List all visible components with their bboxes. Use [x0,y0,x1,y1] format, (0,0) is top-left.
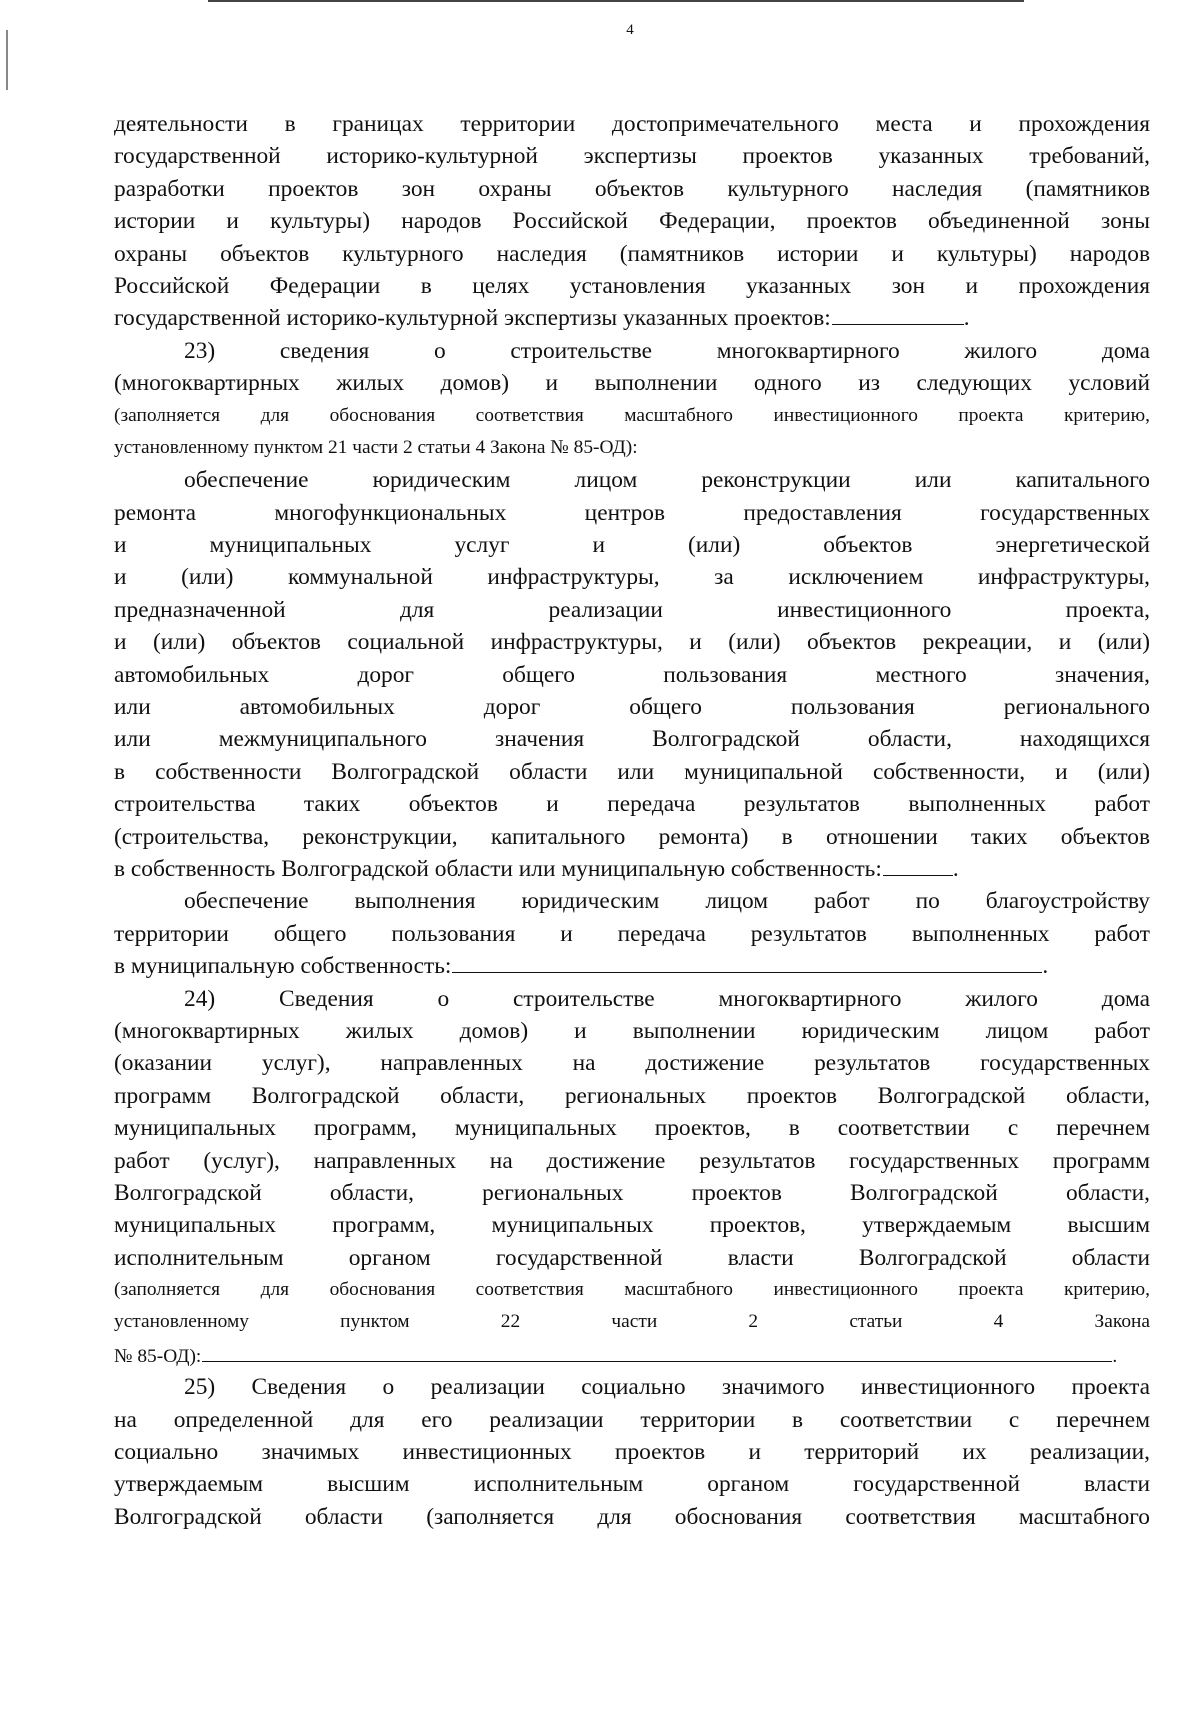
text-line [114,918,1150,950]
text-line [114,1242,1150,1274]
text-line [114,205,1150,237]
text-line-content: истории и культуры) народов Российской Федерации, проектов объединенной зоны [114,208,1150,235]
text-line [114,885,1150,917]
text-line-content: и (или) коммунальной инфраструктуры, за исключением инфраструктуры, [114,564,1150,591]
text-line-content: Российской Федерации в целях установления указанных зон и прохождения [114,272,1150,299]
text-line-content: № 85-ОД): [114,1345,202,1367]
text-line [114,302,1150,334]
text-line-content: исполнительным органом государственной власти Волгоградской области [114,1244,1150,1271]
fill-in-blank [452,950,1042,973]
text-line-content: и муниципальных услуг и (или) объектов энергетической [114,532,1150,559]
text-line-content: автомобильных дорог общего пользования местного значения, [114,661,1150,688]
text-line [114,756,1150,788]
text-line [114,1080,1150,1112]
text-line [114,659,1150,691]
text-line-content: государственной историко-культурной экспертизы проектов указанных требований, [114,143,1150,170]
text-line [114,950,1150,982]
fill-in-blank [883,853,953,876]
period: . [1112,1345,1118,1367]
text-line-content: (многоквартирных жилых домов) и выполнении одного из следующих условий [114,370,1150,397]
text-line [114,853,1150,885]
text-line [114,1112,1150,1144]
text-line [114,788,1150,820]
text-line [114,1015,1150,1047]
fill-in-blank [832,302,964,325]
text-line [114,1339,1150,1371]
top-rule [208,0,1024,2]
text-line [114,270,1150,302]
text-line-content: или автомобильных дорог общего пользования регионального [114,694,1150,721]
text-line-content: в муниципальную собственность: [114,953,452,980]
text-line-content: установленному пунктом 22 части 2 статьи 4 Закона [114,1311,1150,1333]
text-line [114,723,1150,755]
period: . [963,305,970,332]
text-line-content: 25) Сведения о реализации социально значимого инвестиционного проекта [184,1374,1150,1401]
text-line-content: предназначенной для реализации инвестиционного проекта, [114,596,1150,623]
text-line-content: социально значимых инвестиционных проектов и территорий их реализации, [114,1439,1150,1466]
text-line [114,1371,1150,1403]
text-line [114,1274,1150,1306]
text-line [114,529,1150,561]
text-line [114,1306,1150,1338]
text-line [114,108,1150,140]
text-line [114,400,1150,432]
text-line-content: работ (услуг), направленных на достижение результатов государственных программ [114,1147,1150,1174]
page-number: 4 [626,22,634,38]
text-line [114,983,1150,1015]
text-line-content: программ Волгоградской области, региональных проектов Волгоградской области, [114,1082,1150,1109]
text-line-content: охраны объектов культурного наследия (памятников истории и культуры) народов [114,240,1150,267]
text-line [114,1436,1150,1468]
text-line-content: 23) сведения о строительстве многоквартирного жилого дома [184,337,1150,364]
text-line-content: государственной историко-культурной экспертизы указанных проектов: [114,305,831,332]
text-line [114,691,1150,723]
text-line [114,140,1150,172]
text-line-content: муниципальных программ, муниципальных проектов, утверждаемым высшим [114,1212,1150,1239]
text-line-content: утверждаемым высшим исполнительным органом государственной власти [114,1471,1150,1498]
text-line [114,1501,1150,1533]
text-line-content: разработки проектов зон охраны объектов культурного наследия (памятников [114,175,1150,202]
text-line-content: (заполняется для обоснования соответствия масштабного инвестиционного проекта критерию, [114,1279,1150,1301]
text-line-content: ремонта многофункциональных центров предоставления государственных [114,499,1150,526]
text-line-content: (строительства, реконструкции, капитального ремонта) в отношении таких объектов [114,823,1150,850]
text-line [114,432,1150,464]
period: . [1042,953,1049,980]
document-body [114,108,1150,1533]
text-line [114,821,1150,853]
text-line-content: (заполняется для обоснования соответствия масштабного инвестиционного проекта критерию, [114,404,1150,426]
text-line-content: и (или) объектов социальной инфраструктуры, и (или) объектов рекреации, и (или) [114,629,1150,656]
text-line [114,1209,1150,1241]
text-line-content: муниципальных программ, муниципальных проектов, в соответствии с перечнем [114,1115,1150,1142]
text-line-content: обеспечение выполнения юридическим лицом работ по благоустройству [184,888,1150,915]
text-line-content: Волгоградской области, региональных проектов Волгоградской области, [114,1179,1150,1206]
text-line-content: Волгоградской области (заполняется для обоснования соответствия масштабного [114,1503,1150,1530]
text-line-content: на определенной для его реализации территории в соответствии с перечнем [114,1406,1150,1433]
text-line [114,561,1150,593]
text-line [114,626,1150,658]
fill-in-blank [202,1339,1112,1362]
text-line-content: обеспечение юридическим лицом реконструкции или капитального [184,467,1150,494]
text-line-content: (оказании услуг), направленных на достижение результатов государственных [114,1050,1150,1077]
scan-edge-mark [6,30,8,90]
text-line-content: территории общего пользования и передача результатов выполненных работ [114,920,1150,947]
text-line-content: установленному пунктом 21 части 2 статьи 4 Закона № 85-ОД): [114,436,638,458]
text-line-content: в собственности Волгоградской области или муниципальной собственности, и (или) [114,758,1150,785]
text-line [114,1047,1150,1079]
period: . [952,855,959,882]
text-line-content: или межмуниципального значения Волгоградской области, находящихся [114,726,1150,753]
text-line [114,497,1150,529]
text-line-content: в собственность Волгоградской области или муниципальную собственность: [114,855,882,882]
text-line [114,335,1150,367]
text-line [114,594,1150,626]
text-line-content: (многоквартирных жилых домов) и выполнении юридическим лицом работ [114,1017,1150,1044]
text-line-content: 24) Сведения о строительстве многоквартирного жилого дома [184,985,1150,1012]
text-line [114,238,1150,270]
text-line [114,1177,1150,1209]
text-line [114,173,1150,205]
text-line-content: строительства таких объектов и передача результатов выполненных работ [114,791,1150,818]
text-line [114,1468,1150,1500]
text-line [114,464,1150,496]
text-line [114,1145,1150,1177]
text-line [114,1404,1150,1436]
text-line-content: деятельности в границах территории достопримечательного места и прохождения [114,111,1150,137]
text-line [114,367,1150,399]
